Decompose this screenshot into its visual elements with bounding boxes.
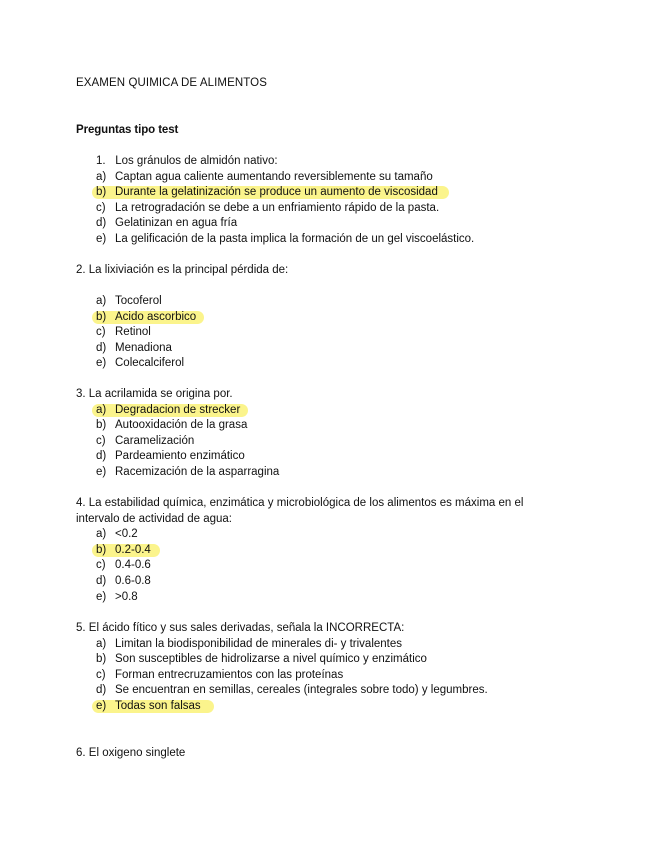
option-letter: a) — [96, 171, 107, 183]
option-letter: a) — [96, 638, 107, 650]
option-letter: c) — [96, 326, 106, 338]
option-text: Todas son falsas — [115, 700, 201, 712]
option-text: Caramelización — [115, 435, 195, 447]
option-text: La retrogradación se debe a un enfriamiento rápido de la pasta. — [115, 202, 440, 214]
option-letter: e) — [96, 591, 107, 603]
question-2: 2. La lixiviación es la principal pérdida de: — [76, 264, 289, 276]
option-letter: d) — [96, 450, 107, 462]
option-letter: d) — [96, 342, 107, 354]
option-text: <0.2 — [115, 528, 138, 540]
question-4-line-2: intervalo de actividad de agua: — [76, 513, 232, 525]
option-text: Durante la gelatinización se produce un aumento de viscosidad — [115, 186, 438, 198]
option-letter: b) — [96, 311, 107, 323]
option-letter: b) — [96, 544, 107, 556]
option-text: 0.2-0.4 — [115, 544, 151, 556]
question-3: 3. La acrilamida se origina por. — [76, 388, 233, 400]
option-letter: a) — [96, 404, 107, 416]
option-letter: a) — [96, 295, 107, 307]
option-letter: c) — [96, 559, 106, 571]
option-text: Retinol — [115, 326, 151, 338]
option-letter: b) — [96, 186, 107, 198]
option-letter: d) — [96, 575, 107, 587]
option-text: 0.4-0.6 — [115, 559, 151, 571]
option-text: Acido ascorbico — [115, 311, 197, 323]
option-letter: e) — [96, 466, 107, 478]
question-4-line-1: 4. La estabilidad química, enzimática y microbiológica de los alimentos es máxima en el — [76, 497, 524, 509]
option-text: Gelatinizan en agua fría — [115, 217, 238, 229]
option-letter: d) — [96, 217, 107, 229]
question-1-text: Los gránulos de almidón nativo: — [115, 155, 278, 167]
option-letter: c) — [96, 669, 106, 681]
option-text: Limitan la biodisponibilidad de minerales di- y trivalentes — [115, 638, 403, 650]
section-heading: Preguntas tipo test — [76, 124, 179, 136]
option-text: Racemización de la asparragina — [115, 466, 280, 478]
option-text: Autooxidación de la grasa — [115, 419, 248, 431]
option-text: Tocoferol — [115, 295, 162, 307]
option-letter: e) — [96, 233, 107, 245]
option-letter: d) — [96, 684, 107, 696]
option-text: Se encuentran en semillas, cereales (integrales sobre todo) y legumbres. — [115, 684, 488, 696]
option-text: Son susceptibles de hidrolizarse a nivel químico y enzimático — [115, 653, 427, 665]
option-text: La gelificación de la pasta implica la formación de un gel viscoelástico. — [115, 233, 475, 245]
option-letter: e) — [96, 700, 107, 712]
question-1 — [96, 154, 278, 169]
option-text: Colecalciferol — [115, 357, 185, 369]
document-title: EXAMEN QUIMICA DE ALIMENTOS — [76, 77, 268, 89]
option-letter: c) — [96, 202, 106, 214]
question-5: 5. El ácido fítico y sus sales derivadas, señala la INCORRECTA: — [76, 622, 405, 634]
option-text: Captan agua caliente aumentando reversiblemente su tamaño — [115, 171, 433, 183]
option-letter: b) — [96, 653, 107, 665]
option-text: Forman entrecruzamientos con las proteínas — [115, 669, 344, 681]
option-text: >0.8 — [115, 591, 138, 603]
option-text: 0.6-0.8 — [115, 575, 151, 587]
option-letter: a) — [96, 528, 107, 540]
option-text: Degradacion de strecker — [115, 404, 241, 416]
option-letter: b) — [96, 419, 107, 431]
option-text: Menadiona — [115, 342, 172, 354]
question-1-number: 1. — [96, 155, 106, 167]
option-letter: e) — [96, 357, 107, 369]
question-6: 6. El oxigeno singlete — [76, 747, 186, 759]
option-letter: c) — [96, 435, 106, 447]
option-text: Pardeamiento enzimático — [115, 450, 245, 462]
